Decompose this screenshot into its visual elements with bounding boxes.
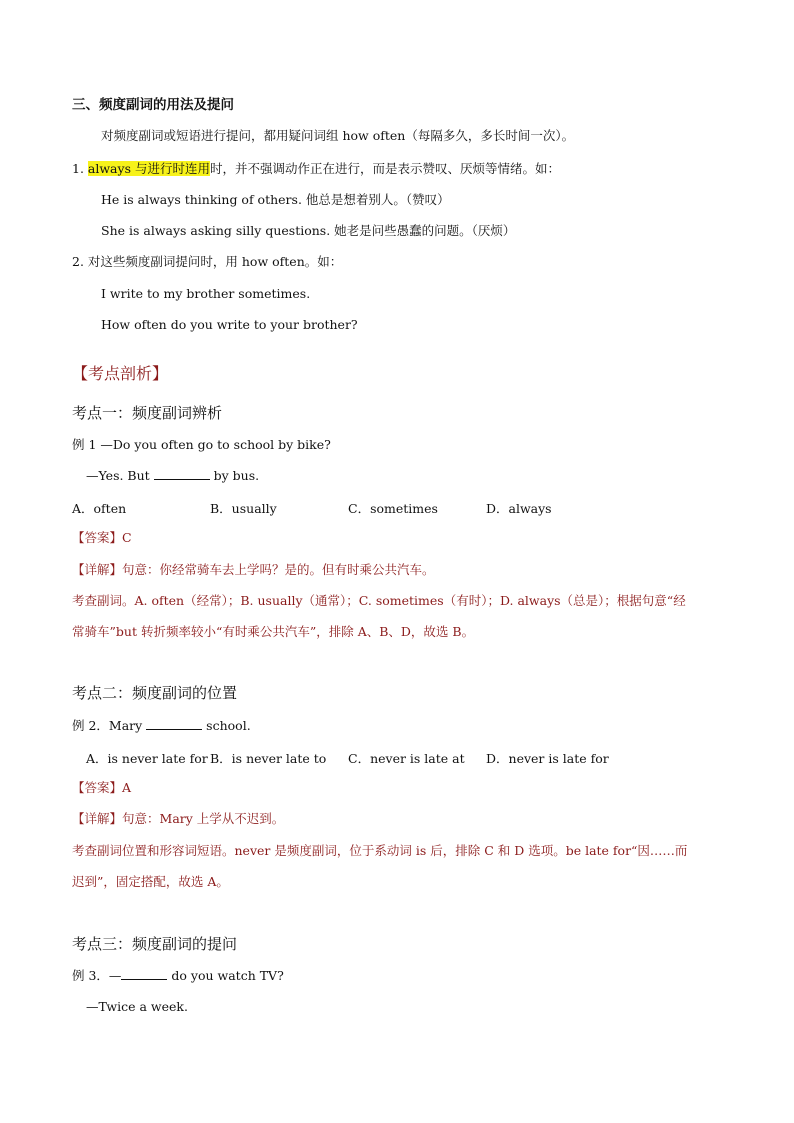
section-title: 三、频度副词的用法及提问 <box>72 97 234 113</box>
answer-blank <box>146 718 202 730</box>
example1-explanation-line1: 考查副词。A. often（经常）；B. usually（通常）；C. sometimes（有时）；D. always（总是）；根据句意“经 <box>72 593 686 608</box>
example2-detail <box>72 811 284 826</box>
detail-label: 【详解】 <box>72 562 123 577</box>
example1-answer <box>72 530 132 545</box>
example2-option-c: C．never is late at <box>348 751 465 766</box>
point1-title: 考点一：频度副词辨析 <box>72 404 223 422</box>
answer-blank <box>121 968 167 980</box>
example2-question-start: 例 2．Mary <box>72 718 147 733</box>
example-sentence-2: She is always asking silly questions. 她老是问些愚蠢的问题。（厌烦） <box>101 223 516 238</box>
section-intro: 对频度副词或短语进行提问，都用疑问词组 how often（每隔多久，多长时间一次）。 <box>101 128 575 143</box>
answer-value: C <box>122 530 132 545</box>
answer-label: 【答案】 <box>72 530 123 545</box>
highlighted-text: always 与进行时连用 <box>87 161 210 176</box>
answer-label: 【答案】 <box>72 780 123 795</box>
example-sentence-3: I write to my brother sometimes. <box>101 286 311 301</box>
example1-option-a: A．often <box>72 501 127 516</box>
detail-text: 句意：Mary 上学从不迟到。 <box>122 811 285 826</box>
example1-reply <box>86 468 259 483</box>
example2-question-end: school. <box>202 718 251 733</box>
point-2-paragraph: 2. 对这些频度副词提问时，用 how often。如： <box>72 254 343 269</box>
detail-text: 句意：你经常骑车去上学吗？是的。但有时乘公共汽车。 <box>122 562 435 577</box>
example2-answer <box>72 780 131 795</box>
example3-question <box>72 968 284 983</box>
example-sentence-4: How often do you write to your brother? <box>101 317 358 332</box>
example2-option-d: D．never is late for <box>486 751 609 766</box>
example1-option-c: C．sometimes <box>348 501 438 516</box>
example1-reply-end: by bus. <box>209 468 260 483</box>
example1-option-b: B．usually <box>210 501 277 516</box>
example1-explanation-line2: 常骑车”but 转折频率较小“有时乘公共汽车”，排除 A、B、D，故选 B。 <box>72 624 475 639</box>
example2-question <box>72 718 251 733</box>
example-sentence-1: He is always thinking of others. 他总是想着别人。（赞叹） <box>101 192 450 207</box>
answer-blank <box>154 468 210 480</box>
point2-title: 考点二：频度副词的位置 <box>72 684 238 702</box>
analysis-heading: 【考点剖析】 <box>72 364 169 383</box>
point-1-paragraph <box>72 161 560 176</box>
example1-detail <box>72 562 435 577</box>
detail-label: 【详解】 <box>72 811 123 826</box>
example1-question: 例 1 —Do you often go to school by bike? <box>72 437 331 452</box>
point-1-rest: 时，并不强调动作正在进行，而是表示赞叹、厌烦等情绪。如： <box>209 161 560 176</box>
example2-option-b: B．is never late to <box>210 751 327 766</box>
point-1-number: 1. <box>72 161 88 176</box>
example3-question-start: 例 3．— <box>72 968 122 983</box>
example2-option-a: A．is never late for <box>86 751 208 766</box>
example2-explanation-line1: 考查副词位置和形容词短语。never 是频度副词，位于系动词 is 后，排除 C 和 D 选项。be late for“因……而 <box>72 843 688 858</box>
example2-explanation-line2: 迟到”，固定搭配，故选 A。 <box>72 874 229 889</box>
example1-option-d: D．always <box>486 501 552 516</box>
answer-value: A <box>122 780 132 795</box>
example3-question-end: do you watch TV? <box>167 968 284 983</box>
point3-title: 考点三：频度副词的提问 <box>72 935 238 953</box>
example3-reply: —Twice a week. <box>86 999 188 1014</box>
example1-reply-start: —Yes. But <box>86 468 154 483</box>
